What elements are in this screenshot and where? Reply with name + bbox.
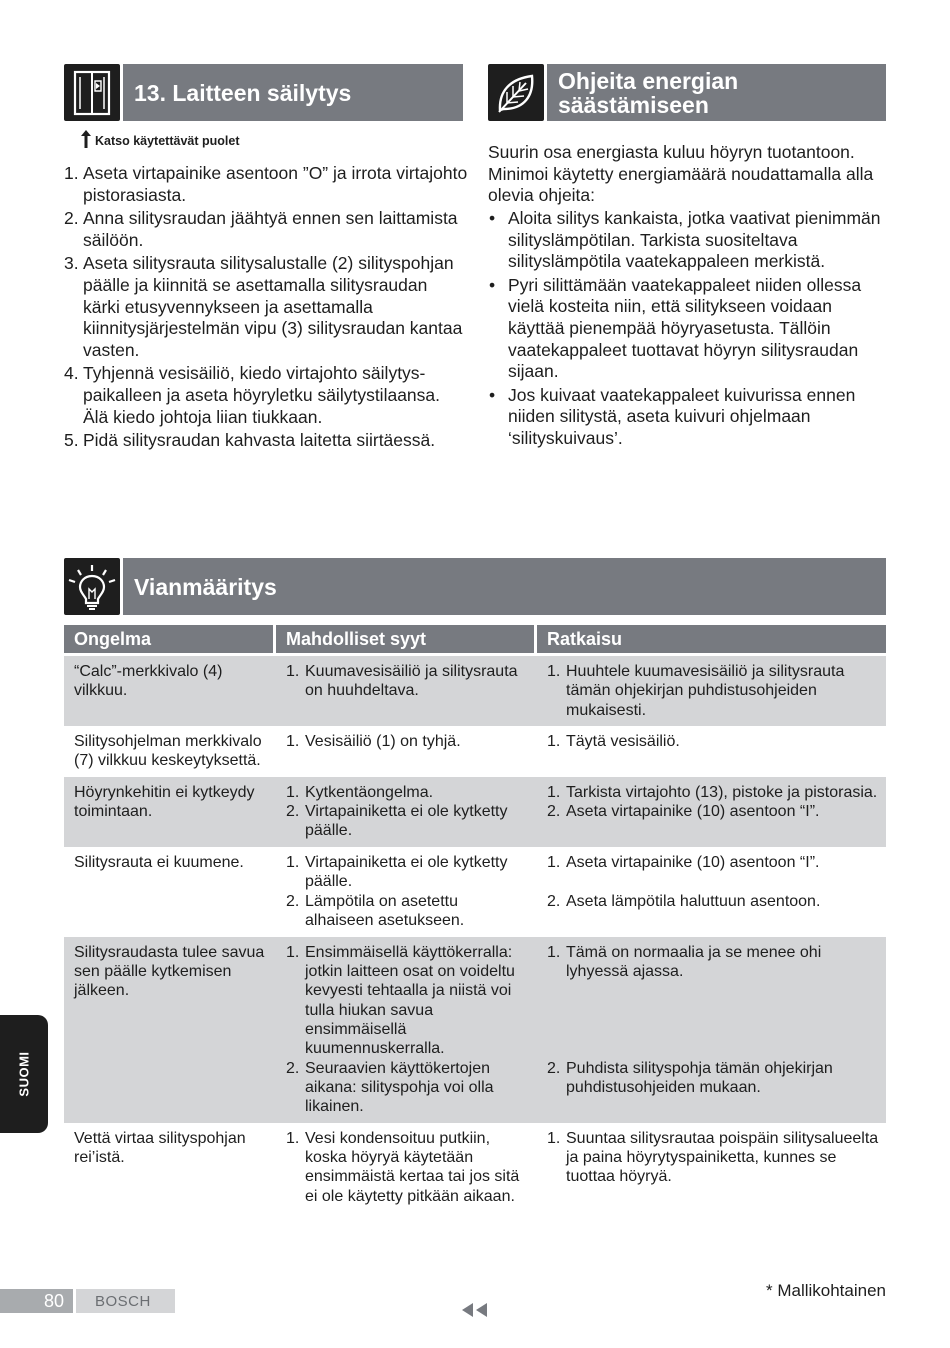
solution-cell [537, 1129, 886, 1206]
troubleshooting-table [64, 625, 886, 1212]
energy-tips-list [488, 208, 883, 452]
table-row [64, 847, 886, 937]
solution-cell [537, 853, 886, 931]
list-item: 2. Anna silitysraudan jäähtyä ennen sen laittamista säilöön. [64, 208, 458, 250]
list-item: 5. Pidä silitysraudan kahvasta laitetta siirtäessä. [64, 430, 436, 451]
problem-cell: Höyrynkehitin ei kytkeydy toimintaan. [74, 783, 255, 820]
causes-cell [276, 662, 534, 720]
item-text: Suuntaa silitysrautaa poispäin silitysalueelta ja paina höyrytyspainiketta, kunnes se tuottaa höyryä. [566, 1129, 879, 1186]
table-header-row [64, 625, 886, 653]
table-row [64, 1123, 886, 1212]
see-parts-note [80, 129, 239, 149]
solution-item [547, 1059, 880, 1117]
causes-cell [276, 1129, 534, 1206]
item-text: Tarkista virtajohto (13), pistoke ja pistorasia. [566, 783, 878, 801]
item-text: Virtapainiketta ei ole kytketty päälle. [305, 853, 508, 891]
item-text: Aseta lämpötila haluttuun asentoon. [566, 892, 821, 910]
cause-item [286, 783, 528, 802]
list-item: • Aloita silitys kankaista, jotka vaativat pienimmän silityslämpötilan. Tarkista suositeltava silityslämpötila vaatekappaleen merkistä. [488, 208, 883, 273]
item-number: 1. [286, 1129, 300, 1147]
solution-item [547, 1129, 880, 1206]
problem-cell: Silitysohjelman merkkivalo (7) vilkkuu keskeytyksettä. [74, 733, 262, 770]
item-number: 2. [286, 1059, 300, 1077]
solution-cell [537, 943, 886, 1117]
item-number: 1. [286, 853, 300, 871]
storage-steps-list [64, 163, 469, 454]
upward-arrow-icon [80, 129, 92, 149]
solution-cell [537, 732, 886, 771]
solution-item [547, 662, 880, 720]
storage-section-title: 13. Laitteen säilytys [123, 64, 463, 121]
causes-cell [276, 943, 534, 1117]
energy-section-icon-box [488, 64, 544, 121]
item-text: Virtapainiketta ei ole kytketty päälle. [305, 802, 508, 840]
cause-item [286, 732, 528, 751]
solution-item [547, 732, 880, 751]
item-number: 1. [286, 733, 300, 750]
see-parts-label: Katso käytettävät puolet [95, 134, 240, 148]
storage-section-icon-box [64, 64, 120, 121]
item-number: 2. [547, 802, 561, 820]
cause-item [286, 662, 528, 720]
cause-item [286, 802, 528, 841]
list-item: • Pyri silittämään vaatekappaleet niiden ollessa vielä kosteita niin, että silitykseen voidaan käyttää pienempää höyryasetusta. Tällöin vaatekappaleet tuottavat höyryn silitysraudan sijaan. [488, 275, 883, 383]
problem-cell: “Calc”-merkkivalo (4) vilkkuu. [74, 663, 223, 700]
item-number: 1. [286, 783, 300, 801]
brand-label: BOSCH [76, 1289, 175, 1313]
column-header-problem: Ongelma [64, 625, 273, 653]
cause-item [286, 892, 528, 931]
solution-item [547, 802, 880, 841]
table-row [64, 726, 886, 777]
item-text: Huuhtele kuumavesisäiliö ja silitysrauta tämän ohjekirjan puhdistusohjeiden mukaisesti. [566, 663, 845, 719]
item-text: Puhdista silityspohja tämän ohjekirjan puhdistusohjeiden mukaan. [566, 1059, 833, 1097]
item-number: 1. [547, 853, 561, 871]
footnote: * Mallikohtainen [765, 1281, 886, 1300]
leaf-icon [493, 70, 539, 116]
item-text: Ensimmäisellä käyttökerralla: jotkin laitteen osat on voideltu kevyesti tehtaalla ja niistä voi tulla hiukan savua ensimmäisellä kuumennuskerralla. [305, 943, 515, 1058]
item-text: Kuumavesisäiliö ja silitysrauta on huuhdeltava. [305, 663, 518, 700]
cabinet-icon [70, 69, 114, 117]
energy-title-line-1: Ohjeita energian [558, 67, 739, 94]
item-text: Seuraavien käyttökertojen aikana: silityspohja voi olla likainen. [305, 1059, 494, 1116]
item-number: 2. [286, 892, 300, 910]
cause-item [286, 943, 528, 1059]
item-number: 1. [547, 733, 561, 750]
item-text: Kytkentäongelma. [305, 783, 434, 801]
item-number: 2. [547, 892, 561, 910]
item-number: 1. [547, 663, 561, 680]
column-header-causes: Mahdolliset syyt [276, 625, 534, 653]
item-text: Vesisäiliö (1) on tyhjä. [305, 733, 461, 750]
double-left-arrow-icon [461, 1302, 488, 1318]
problem-cell: Vettä virtaa silityspohjan rei’istä. [74, 1129, 246, 1167]
item-number: 1. [286, 943, 300, 961]
item-number: 1. [286, 663, 300, 680]
solution-item [547, 853, 880, 892]
table-row [64, 777, 886, 847]
column-header-solution: Ratkaisu [537, 625, 886, 653]
causes-cell [276, 732, 534, 771]
list-item: 1. Aseta virtapainike asentoon ”O” ja irrota virtajohto pistorasiasta. [64, 163, 468, 205]
navigation-arrows[interactable] [461, 1302, 488, 1323]
item-number: 2. [286, 802, 300, 820]
energy-section-title [547, 64, 886, 121]
page-number: 80 [0, 1289, 73, 1313]
list-item: 4. Tyhjennä vesisäiliö, kiedo virtajohto säilytys-paikalleen ja aseta höyryletku säilytystilaansa. Älä kiedo johtoja liian tiukkaan. [64, 363, 440, 427]
language-side-tab [0, 1015, 48, 1133]
problem-cell: Silitysraudasta tulee savua sen päälle kytkemisen jälkeen. [74, 943, 265, 1000]
item-text: Vesi kondensoituu putkiin, koska höyryä käytetään ensimmäistä kertaa tai jos sitä ei ole käytetty pitkään aikaan. [305, 1129, 520, 1205]
solution-cell [537, 662, 886, 720]
solution-cell [537, 783, 886, 841]
list-item: • Jos kuivaat vaatekappaleet kuivurissa ennen niiden silitystä, aseta kuivuri ohjelmaan ‘silityskuivaus’. [488, 385, 883, 450]
table-row [64, 937, 886, 1123]
item-number: 1. [547, 943, 561, 961]
item-text: Aseta virtapainike (10) asentoon “I”. [566, 802, 820, 820]
table-row [64, 656, 886, 726]
item-number: 1. [547, 1129, 561, 1147]
cause-item [286, 853, 528, 892]
causes-cell [276, 783, 534, 841]
energy-intro: Suurin osa energiasta kuluu höyryn tuotantoon. Minimoi käytetty energiamäärä noudattamalla alla olevia ohjeita: [488, 142, 874, 206]
solution-item [547, 943, 880, 1059]
language-tab-label: SUOMI [16, 1051, 32, 1097]
solution-item [547, 892, 880, 931]
item-number: 2. [547, 1059, 561, 1077]
lightbulb-icon [66, 562, 118, 612]
energy-title-line-2: säästämiseen [558, 91, 709, 118]
troubleshooting-section-title: Vianmääritys [123, 558, 886, 615]
item-text: Tämä on normaalia ja se menee ohi lyhyessä ajassa. [566, 943, 822, 981]
list-item: 3. Aseta silitysrauta silitysalustalle (2) silityspohjan päälle ja kiinnitä se asettamalla silitysraudan kärki etusyvennykseen ja asettamalla kiinnitysjärjestelmän vipu (3) silitysraudan kantaa vasten. [64, 253, 463, 360]
table-body [64, 656, 886, 1212]
cause-item [286, 1059, 528, 1117]
item-number: 1. [547, 783, 561, 801]
problem-cell: Silitysrauta ei kuumene. [74, 853, 244, 871]
item-text: Täytä vesisäiliö. [566, 733, 680, 750]
causes-cell [276, 853, 534, 931]
item-text: Lämpötila on asetettu alhaiseen asetukseen. [305, 892, 465, 930]
item-text: Aseta virtapainike (10) asentoon “I”. [566, 853, 820, 871]
cause-item [286, 1129, 528, 1206]
solution-item [547, 783, 880, 802]
troubleshooting-section-icon-box [64, 558, 120, 615]
